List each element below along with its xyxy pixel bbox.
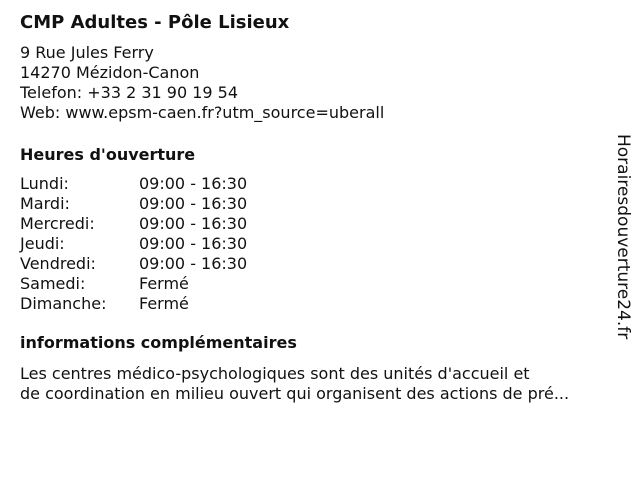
day-hours: 09:00 - 16:30 bbox=[139, 194, 248, 213]
street-address: 9 Rue Jules Ferry bbox=[20, 43, 154, 62]
place-name: CMP Adultes - Pôle Lisieux bbox=[20, 12, 290, 33]
site-watermark: Horairesdouverture24.fr bbox=[613, 134, 633, 340]
hours-row-saturday bbox=[20, 274, 620, 294]
hours-row-tuesday bbox=[20, 194, 620, 214]
day-hours: 09:00 - 16:30 bbox=[139, 174, 248, 193]
hours-row-friday bbox=[20, 254, 620, 274]
info-description bbox=[20, 364, 620, 404]
day-label: Vendredi: bbox=[20, 254, 96, 273]
day-hours: 09:00 - 16:30 bbox=[139, 254, 248, 273]
hours-row-thursday bbox=[20, 234, 620, 254]
hours-row-wednesday bbox=[20, 214, 620, 234]
day-label: Lundi: bbox=[20, 174, 69, 193]
info-line-1: Les centres médico-psychologiques sont des unités d'accueil et bbox=[20, 364, 530, 383]
city-postcode: 14270 Mézidon-Canon bbox=[20, 63, 200, 82]
day-label: Jeudi: bbox=[20, 234, 65, 253]
day-hours: 09:00 - 16:30 bbox=[139, 234, 248, 253]
day-label: Mardi: bbox=[20, 194, 70, 213]
phone-number: Telefon: +33 2 31 90 19 54 bbox=[20, 83, 239, 102]
hours-table bbox=[20, 174, 620, 314]
day-label: Mercredi: bbox=[20, 214, 95, 233]
info-line-2: de coordination en milieu ouvert qui organisent des actions de pré... bbox=[20, 384, 570, 403]
day-label: Dimanche: bbox=[20, 294, 107, 313]
hours-heading: Heures d'ouverture bbox=[20, 145, 196, 164]
day-hours: Fermé bbox=[139, 274, 189, 293]
info-heading: informations complémentaires bbox=[20, 333, 297, 352]
day-hours: 09:00 - 16:30 bbox=[139, 214, 248, 233]
hours-row-sunday bbox=[20, 294, 620, 314]
day-label: Samedi: bbox=[20, 274, 86, 293]
place-card bbox=[20, 12, 620, 404]
hours-row-monday bbox=[20, 174, 620, 194]
day-hours: Fermé bbox=[139, 294, 189, 313]
website: Web: www.epsm-caen.fr?utm_source=uberall bbox=[20, 103, 385, 122]
address-block bbox=[20, 43, 620, 123]
